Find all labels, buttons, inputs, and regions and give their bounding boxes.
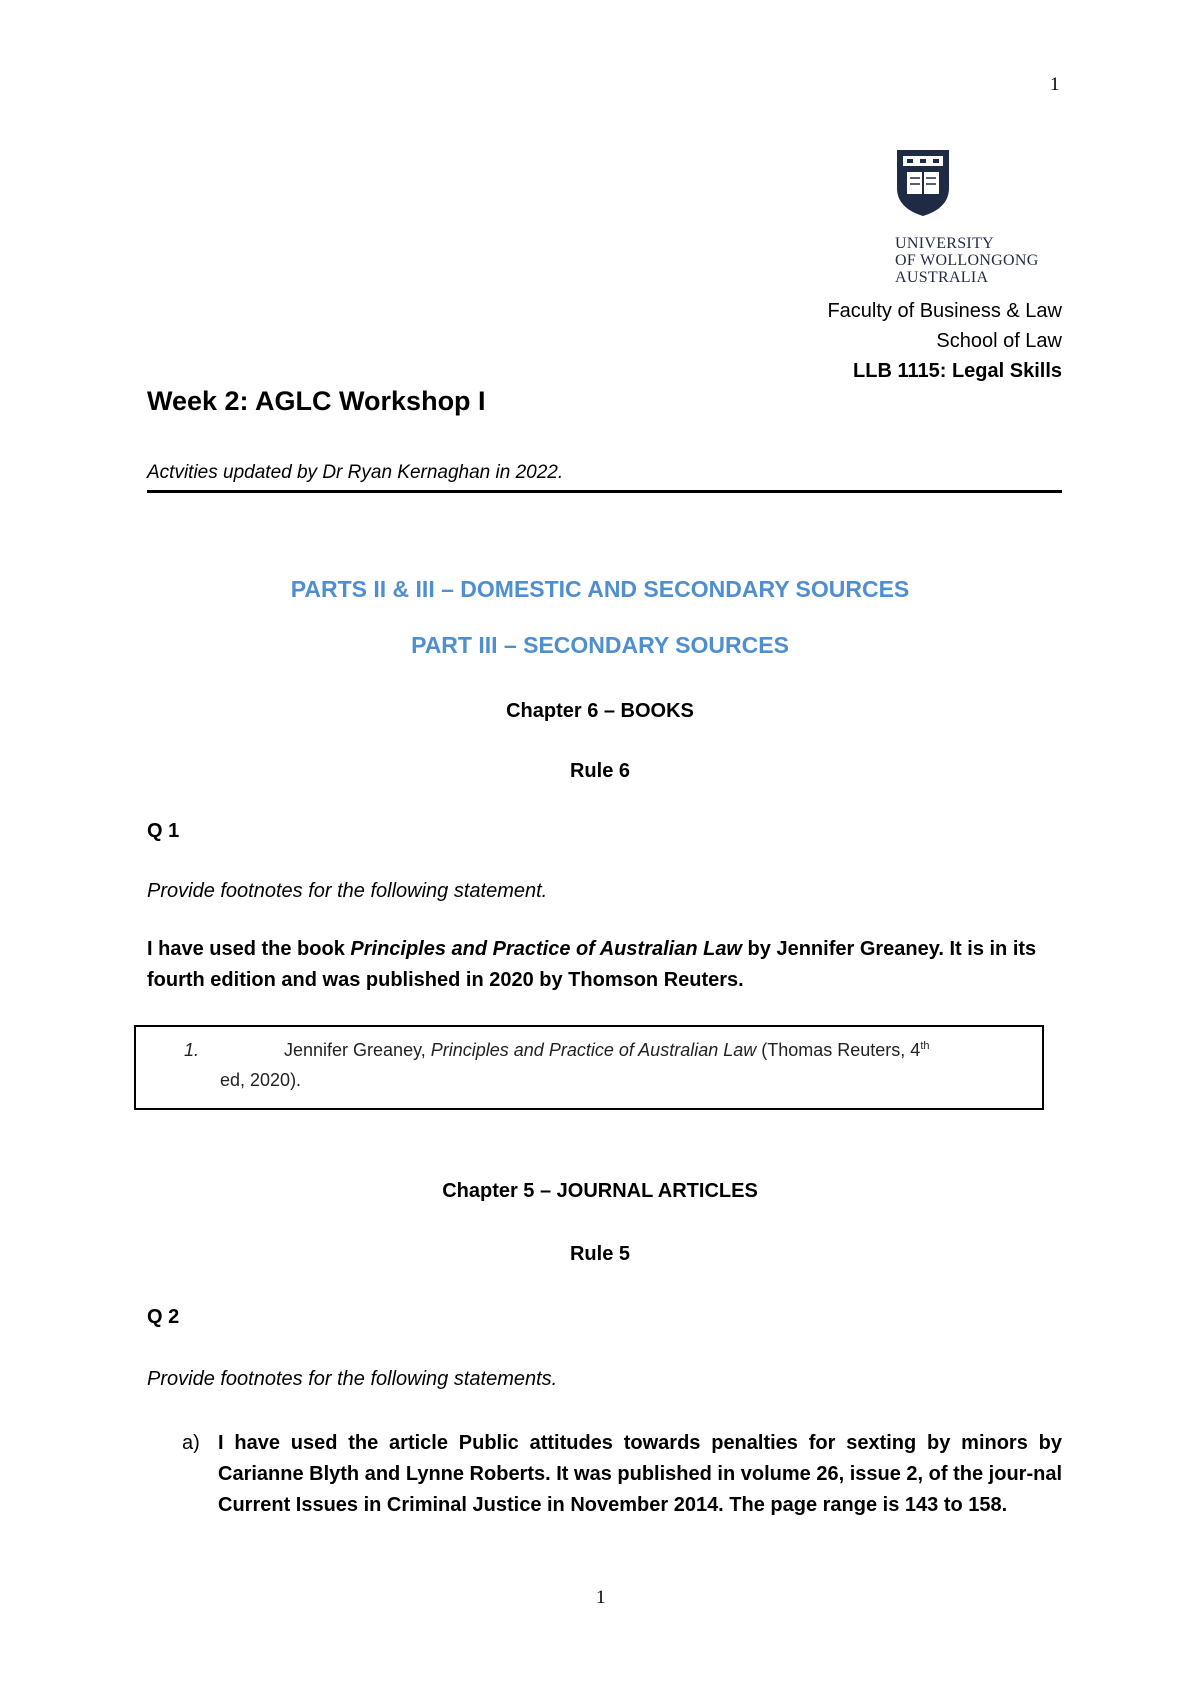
page-number-top: 1: [1050, 74, 1060, 95]
subject-code: LLB 1115: Legal Skills: [853, 360, 1062, 382]
rule-6-heading: Rule 6: [569, 760, 631, 782]
chapter-6-heading: Chapter 6 – BOOKS: [506, 700, 694, 722]
page-number-bottom: 1: [596, 1587, 606, 1608]
logo-line-2: OF WOLLONGONG: [895, 252, 1039, 269]
title-divider: [147, 490, 1062, 493]
question-2-instruction: Provide footnotes for the following statements.: [147, 1368, 558, 1390]
school-name: School of Law: [936, 330, 1062, 352]
chapter-5-heading: Chapter 5 – JOURNAL ARTICLES: [442, 1180, 758, 1202]
question-1-statement: I have used the book Principles and Practice of Australian Law by Jennifer Greaney. It is in its fourth edition and was published in 2020 by Thomson Reuters.: [147, 938, 1037, 991]
faculty-name: Faculty of Business & Law: [827, 300, 1062, 322]
part3-heading: PART III – SECONDARY SOURCES: [411, 632, 789, 658]
footnote-1: 1. Jennifer Greaney, Principles and Practice of Australian Law (Thomas Reuters, 4th ed, 2020).: [184, 1031, 1024, 1095]
question-1-instruction: Provide footnotes for the following statement.: [147, 880, 548, 902]
question-1-label: Q 1: [147, 820, 180, 842]
page-title: Week 2: AGLC Workshop I: [147, 386, 486, 416]
parts-heading: PARTS II & III – DOMESTIC AND SECONDARY SOURCES: [290, 576, 910, 602]
footnote-number: 1.: [184, 1040, 200, 1060]
logo-line-3: AUSTRALIA: [895, 269, 989, 286]
list-marker: a): [182, 1432, 200, 1454]
author-note: Actvities updated by Dr Ryan Kernaghan in 2022.: [147, 462, 564, 483]
question-2-label: Q 2: [147, 1306, 180, 1328]
university-logo: [895, 148, 1065, 286]
rule-5-heading: Rule 5: [569, 1243, 631, 1265]
logo-line-1: UNIVERSITY: [895, 235, 994, 252]
university-crest-icon: [895, 148, 951, 218]
footnote-answer-box: [134, 1025, 1044, 1110]
question-2-item-a: a) I have used the article Public attitudes towards penalties for sexting by minors by Carianne Blyth and Lynne Roberts. It was published in volume 26, issue 2, of the jour-nal Current Issues in Criminal Justice in November 2014. The page range is 143 to 158.: [182, 1428, 1062, 1521]
faculty-header: [827, 296, 1062, 386]
book-title: Principles and Practice of Australian Law: [350, 938, 742, 960]
